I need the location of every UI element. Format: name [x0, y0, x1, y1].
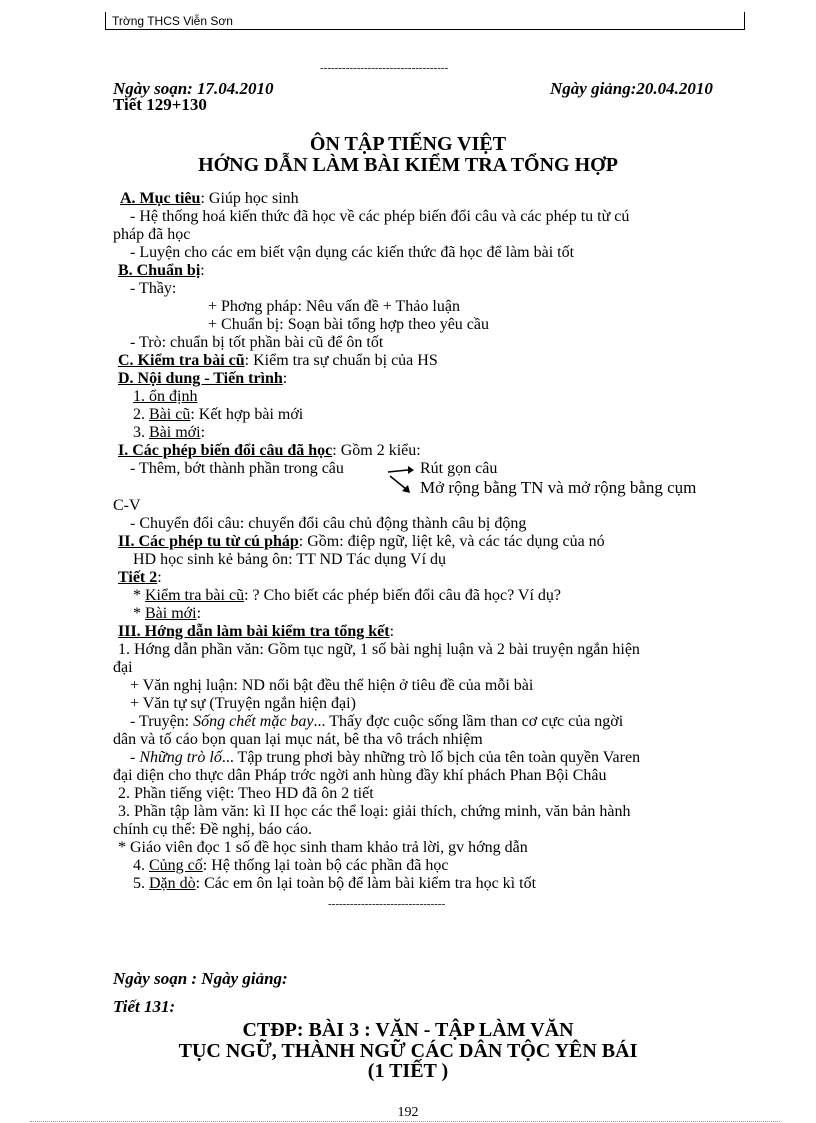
section-iii-item-5: - Những trò lố... Tập trung phơi bày những trò lố bịch của tên toàn quyền Varen — [130, 749, 641, 766]
section-i: I. Các phép biến đổi câu đã học: Gồm 2 kiểu: — [118, 442, 421, 459]
section-a-item-1: - Hệ thống hoá kiến thức đã học về các phép biến đổi câu và các phép tu từ cú — [130, 208, 630, 225]
section-i-item-3: - Chuyển đổi câu: chuyển đổi câu chủ động thành câu bị động — [130, 515, 527, 532]
section-iii-item-7b: chính cụ thể: Đề nghị, báo cáo. — [113, 821, 313, 838]
section-i-item-1-right: Rút gọn câu — [420, 460, 498, 477]
section-a: A. Mục tiêu: Giúp học sinh — [120, 190, 299, 207]
section-b-item-4: - Trò: chuẩn bị tốt phần bài cũ để ôn tốt — [130, 334, 384, 351]
lesson1-title-2: HỚNG DẪN LÀM BÀI KIỂM TRA TỔNG HỢP — [198, 154, 618, 176]
section-ii: II. Các phép tu từ cú pháp: Gồm: điệp ngữ, liệt kê, và các tác dụng của nó — [118, 533, 605, 550]
section-iii-item-2: + Văn nghị luận: ND nổi bật đều thể hiện ở tiêu đề của mỗi bài — [130, 677, 534, 694]
section-d-item-3: 3. Bài mới: — [133, 424, 206, 441]
section-b-item-3: + Chuẩn bị: Soạn bài tổng hợp theo yêu cầu — [208, 316, 489, 333]
section-d-item-1: 1. ổn định — [133, 388, 198, 405]
lesson2-title-2: TỤC NGỮ, THÀNH NGỮ CÁC DÂN TỘC YÊN BÁI — [178, 1040, 638, 1062]
lesson2-title-3: (1 TIẾT ) — [367, 1060, 449, 1082]
section-a-item-2: - Luyện cho các em biết vận dụng các kiến thức đã học để làm bài tốt — [130, 244, 575, 261]
lesson1-ngay-soan: Ngày soạn: 17.04.2010 — [113, 79, 274, 98]
section-iii: III. Hớng dẫn làm bài kiểm tra tổng kết: — [118, 623, 395, 640]
section-iii-item-8: * Giáo viên đọc 1 số đề học sinh tham khảo trả lời, gv hớng dẫn — [118, 839, 528, 856]
section-b-item-2: + Phơng pháp: Nêu vấn đề + Thảo luận — [208, 298, 460, 315]
section-d: D. Nội dung - Tiến trình: — [118, 370, 288, 387]
section-i-item-2b: C-V — [113, 497, 141, 514]
tiet-2-item-2: * Bài mới: — [133, 605, 202, 622]
section-b: B. Chuẩn bị: — [118, 262, 205, 279]
section-iii-item-3: + Văn tự sự (Truyện ngắn hiện đại) — [130, 695, 356, 712]
section-c: C. Kiểm tra bài cũ: Kiểm tra sự chuẩn bị của HS — [118, 352, 438, 369]
page-header — [105, 12, 745, 30]
section-i-item-1: - Thêm, bớt thành phần trong câu — [130, 460, 344, 477]
lesson1-title-1: ÔN TẬP TIẾNG VIỆT — [309, 133, 507, 155]
tiet-2: Tiết 2: — [118, 569, 162, 586]
lesson2-ngay: Ngày soạn : Ngày giảng: — [113, 969, 288, 988]
tiet-2-item-1: * Kiểm tra bài cũ: ? Cho biết các phép biến đổi câu đã học? Ví dụ? — [133, 587, 562, 604]
section-iii-item-4: - Truyện: Sống chết mặc bay... Thấy đợc cuộc sống lầm than cơ cực của ngời — [130, 713, 624, 730]
section-iii-item-6: 2. Phần tiếng việt: Theo HD đã ôn 2 tiết — [118, 785, 374, 802]
lesson2-tiet: Tiết 131: — [113, 997, 176, 1016]
page-number: 192 — [397, 1105, 419, 1120]
section-iii-item-9: 4. Củng cố: Hệ thống lại toàn bộ các phần đã học — [133, 857, 449, 874]
section-i-item-2-right: Mở rộng bằng TN và mở rộng bằng cụm — [420, 478, 697, 497]
section-ii-item-1: HD học sinh kẻ bảng ôn: TT ND Tác dụng Ví dụ — [133, 551, 447, 568]
section-iii-item-4b: dân và tố cáo bọn quan lại mục nát, bê tha vô trách nhiệm — [113, 731, 483, 748]
separator-mid: -------------------------------- — [328, 898, 446, 910]
section-b-item-1: - Thầy: — [130, 280, 177, 297]
school-name: Trờng THCS Viễn Sơn — [112, 14, 233, 28]
section-iii-item-1b: đại — [113, 659, 133, 676]
section-iii-item-5b: đại diện cho thực dân Pháp trớc ngời anh hùng đầy khí phách Phan Bội Châu — [113, 767, 607, 784]
lesson2-title-1: CTĐP: BÀI 3 : VĂN - TẬP LÀM VĂN — [242, 1019, 574, 1041]
lesson1-tiet: Tiết 129+130 — [113, 95, 207, 114]
section-a-item-1b: pháp đã học — [113, 226, 191, 243]
lesson1-ngay-giang: Ngày giảng:20.04.2010 — [550, 79, 713, 98]
section-d-item-2: 2. Bài cũ: Kết hợp bài mới — [133, 406, 304, 423]
separator-top: ----------------------------------- — [320, 62, 449, 74]
footer-rule — [30, 1121, 780, 1122]
branch-arrows-icon — [386, 462, 416, 498]
section-iii-item-7: 3. Phần tập làm văn: kì II học các thể loại: giải thích, chứng minh, văn bản hành — [118, 803, 631, 820]
section-iii-item-1: 1. Hớng dẫn phần văn: Gồm tục ngữ, 1 số bài nghị luận và 2 bài truyện ngắn hiện — [118, 641, 640, 658]
section-iii-item-10: 5. Dặn dò: Các em ôn lại toàn bộ để làm bài kiểm tra học kì tốt — [133, 875, 537, 892]
